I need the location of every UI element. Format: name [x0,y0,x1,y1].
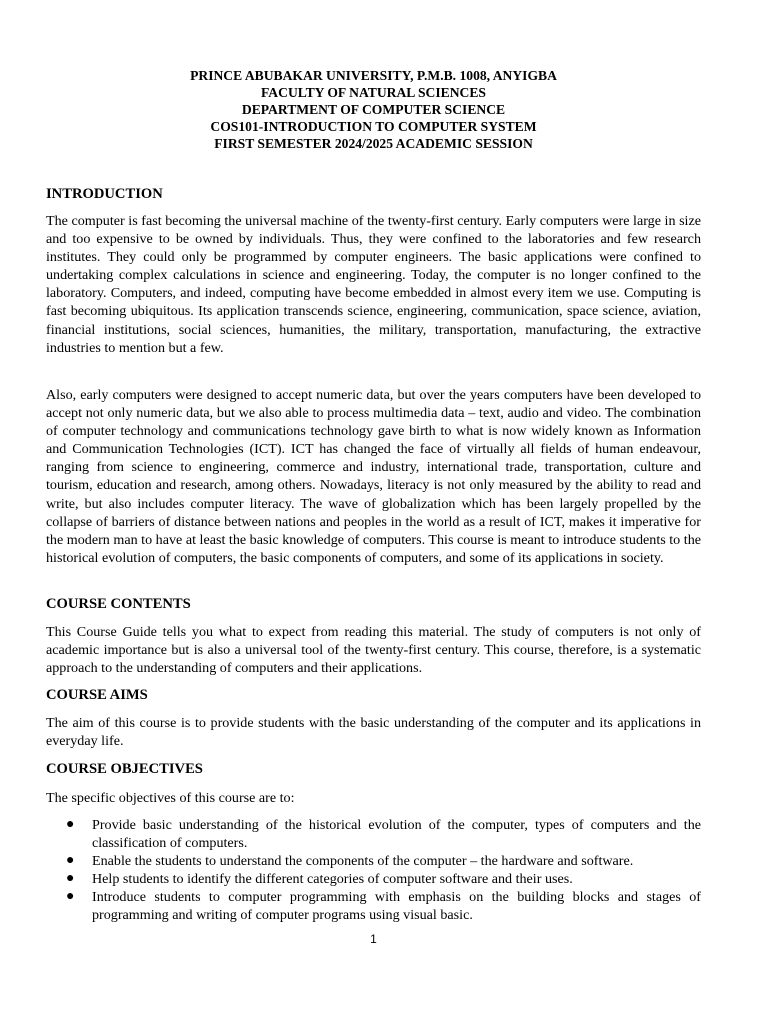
list-item-text: Provide basic understanding of the historical evolution of the computer, types of computers and the classification of computers. [92,817,701,852]
list-item [46,870,701,888]
list-item [46,888,701,924]
list-item-text: Enable the students to understand the components of the computer – the hardware and software. [92,853,634,870]
course-title: COS101-INTRODUCTION TO COMPUTER SYSTEM [210,119,537,134]
course-objectives-intro: The specific objectives of this course are to: [46,790,295,806]
department-name: DEPARTMENT OF COMPUTER SCIENCE [241,102,506,117]
introduction-heading: INTRODUCTION [46,186,163,202]
course-objectives-heading: COURSE OBJECTIVES [46,761,203,777]
list-item [46,852,701,870]
document-header [46,67,701,152]
introduction-paragraph-1: The computer is fast becoming the universal machine of the twenty-first century. Early computers were large in size and too expensive to be owned by individuals. Thus, they were confined to the laboratories and few research institutes. They could only be programmed by computer engineers. The basic applications were confined to undertaking complex calculations in science and engineering. Today, the computer is no longer confined to the laboratory. Computers, and indeed, computing have become embedded in almost every item we use. Computing is fast becoming ubiquitous. Its application transcends science, engineering, communication, space science, aviation, financial institutions, social sciences, humanities, the military, transportation, manufacturing, the extractive industries to mention but a few. [46,213,701,356]
introduction-paragraph-2: Also, early computers were designed to accept numeric data, but over the years computers have been developed to accept not only numeric data, but we also able to process multimedia data – text, audio and video. The combination of computer technology and communications technology gave birth to what is now widely known as Information and Communication Technologies (ICT). ICT has changed the face of virtually all fields of human endeavour, ranging from science to engineering, commerce and industry, international trade, transportation, culture and tourism, education and research, among others. Nowadays, literacy is not only measured by the ability to read and write, but also includes computer literacy. The wave of globalization which has been largely propelled by the collapse of barriers of distance between nations and peoples in the world as a result of ICT, makes it imperative for the modern man to have at least the basic knowledge of computers. This course is meant to introduce students to the historical evolution of computers, the basic components of computers, and some of its applications in society. [46,387,701,566]
list-item-text: Introduce students to computer programming with emphasis on the building blocks and stages of programming and writing of computer programs using visual basic. [92,889,701,924]
course-contents-paragraph: This Course Guide tells you what to expect from reading this material. The study of computers is not only of academic importance but is also a universal tool of the twenty-first century. This course, therefore, is a systematic approach to the understanding of computers and their applications. [46,624,701,677]
bullet-icon: ● [66,871,75,887]
course-contents-heading: COURSE CONTENTS [46,596,191,612]
bullet-icon: ● [66,853,75,869]
bullet-icon: ● [66,889,75,905]
session-title: FIRST SEMESTER 2024/2025 ACADEMIC SESSION [214,136,533,151]
list-item-text: Help students to identify the different categories of computer software and their uses. [92,871,573,888]
course-aims-heading: COURSE AIMS [46,687,148,703]
page-number: 1 [370,932,377,946]
university-name: PRINCE ABUBAKAR UNIVERSITY, P.M.B. 1008, ANYIGBA [190,68,557,83]
faculty-name: FACULTY OF NATURAL SCIENCES [261,85,486,100]
list-item [46,816,701,852]
objectives-list [46,816,701,925]
bullet-icon: ● [66,817,75,832]
course-aims-paragraph: The aim of this course is to provide students with the basic understanding of the computer and its applications in everyday life. [46,715,701,750]
